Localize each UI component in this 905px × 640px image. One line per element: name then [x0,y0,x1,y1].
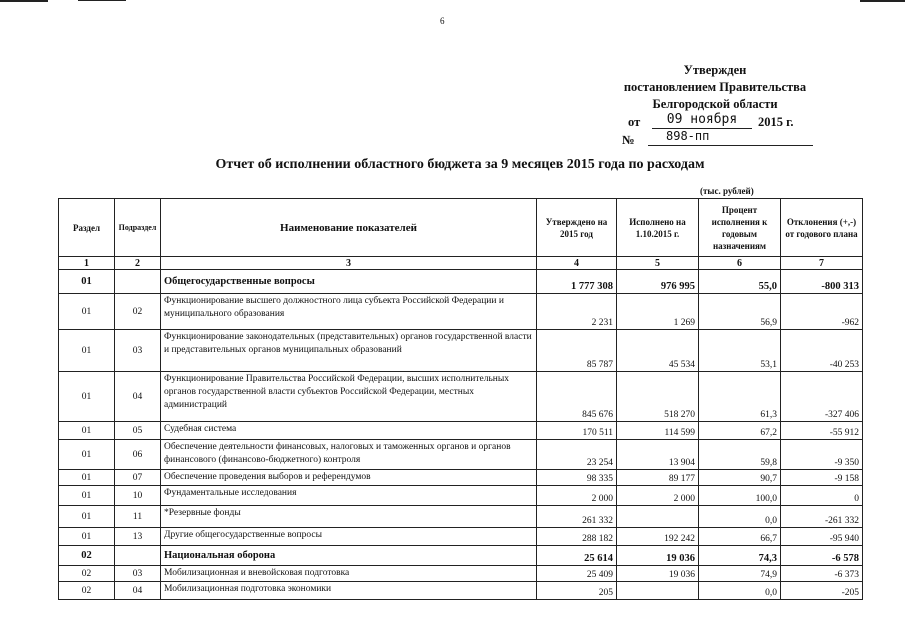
table-row [59,422,863,440]
cell-section: 01 [59,270,115,294]
cell-section: 01 [59,422,115,440]
column-number: 4 [537,257,617,270]
column-number: 5 [617,257,699,270]
cell-approved: 85 787 [537,330,617,372]
cell-subsection: 04 [115,372,161,422]
cell-subsection: 04 [115,582,161,600]
cell-name: Обеспечение проведения выборов и референдумов [161,470,537,486]
cell-deviation: -962 [781,294,863,330]
column-number-row [59,257,863,270]
cell-name: Функционирование законодательных (представительных) органов государственной власти и представительных органов муниципальных образований [161,330,537,372]
cell-executed: 2 000 [617,486,699,506]
cell-approved: 1 777 308 [537,270,617,294]
table-row [59,372,863,422]
cell-subsection: 05 [115,422,161,440]
column-number: 3 [161,257,537,270]
cell-executed: 976 995 [617,270,699,294]
cell-subsection: 13 [115,528,161,546]
cell-subsection: 02 [115,294,161,330]
cell-percent: 74,3 [699,546,781,566]
table-row [59,486,863,506]
cell-deviation: 0 [781,486,863,506]
cell-deviation: -327 406 [781,372,863,422]
cell-name: Национальная оборона [161,546,537,566]
cell-subsection: 06 [115,440,161,470]
cell-section: 02 [59,546,115,566]
cell-section: 01 [59,486,115,506]
cell-deviation: -6 578 [781,546,863,566]
cell-percent: 0,0 [699,582,781,600]
cell-executed: 45 534 [617,330,699,372]
cell-name: Фундаментальные исследования [161,486,537,506]
cell-subsection: 03 [115,330,161,372]
cell-executed: 19 036 [617,566,699,582]
table-body [59,270,863,600]
cell-deviation: -9 158 [781,470,863,486]
table-row [59,270,863,294]
cell-name: Другие общегосударственные вопросы [161,528,537,546]
approval-line-2: постановлением Правительства [623,80,807,94]
cell-name: Функционирование Правительства Российской Федерации, высших исполнительных органов государственной власти субъектов Российской Федерации, местных администраций [161,372,537,422]
cell-approved: 170 511 [537,422,617,440]
header-deviation: Отклонения (+,-) от годового плана [781,199,863,257]
cell-subsection [115,270,161,294]
cell-deviation: -205 [781,582,863,600]
cell-deviation: -261 332 [781,506,863,528]
cell-approved: 2 000 [537,486,617,506]
cell-executed: 1 269 [617,294,699,330]
table-row [59,330,863,372]
cell-section: 01 [59,470,115,486]
cell-section: 01 [59,528,115,546]
cell-approved: 261 332 [537,506,617,528]
table-row [59,470,863,486]
header-approved: Утверждено на 2015 год [537,199,617,257]
header-percent: Процент исполнения к годовым назначениям [699,199,781,257]
table-row [59,294,863,330]
cell-executed: 114 599 [617,422,699,440]
cell-deviation: -40 253 [781,330,863,372]
cell-percent: 66,7 [699,528,781,546]
cell-approved: 25 409 [537,566,617,582]
cell-section: 01 [59,440,115,470]
cell-percent: 61,3 [699,372,781,422]
budget-table [58,198,863,600]
cell-name: Судебная система [161,422,537,440]
cell-deviation: -6 373 [781,566,863,582]
cell-name: *Резервные фонды [161,506,537,528]
cell-approved: 25 614 [537,546,617,566]
column-number: 1 [59,257,115,270]
cell-percent: 0,0 [699,506,781,528]
cell-subsection: 03 [115,566,161,582]
approval-line-3: Белгородской области [652,97,778,111]
cell-name: Мобилизационная подготовка экономики [161,582,537,600]
cell-section: 01 [59,330,115,372]
cell-deviation: -95 940 [781,528,863,546]
page-number: 6 [440,16,445,26]
cell-percent: 53,1 [699,330,781,372]
column-number: 6 [699,257,781,270]
cell-name: Мобилизационная и вневойсковая подготовка [161,566,537,582]
cell-executed [617,582,699,600]
cell-deviation: -9 350 [781,440,863,470]
cell-percent: 67,2 [699,422,781,440]
column-number: 7 [781,257,863,270]
cell-subsection: 10 [115,486,161,506]
table-row [59,528,863,546]
date-suffix: 2015 г. [758,115,794,129]
cell-approved: 2 231 [537,294,617,330]
number-handwritten: 898-пп [648,128,813,146]
cell-percent: 56,9 [699,294,781,330]
header-name: Наименование показателей [161,199,537,257]
report-title: Отчет об исполнении областного бюджета за 9 месяцев 2015 года по расходам [215,157,705,172]
cell-subsection: 07 [115,470,161,486]
cell-name: Общегосударственные вопросы [161,270,537,294]
cell-subsection: 11 [115,506,161,528]
scan-edge-line-right [860,0,905,2]
header-section: Раздел [59,199,115,257]
cell-executed: 89 177 [617,470,699,486]
cell-name: Обеспечение деятельности финансовых, налоговых и таможенных органов и органов финансового (финансово-бюджетного) контроля [161,440,537,470]
cell-subsection [115,546,161,566]
cell-approved: 23 254 [537,440,617,470]
cell-section: 01 [59,506,115,528]
cell-approved: 845 676 [537,372,617,422]
cell-section: 01 [59,372,115,422]
cell-approved: 205 [537,582,617,600]
cell-name: Функционирование высшего должностного лица субъекта Российской Федерации и муниципального образования [161,294,537,330]
scan-edge-line-mid [78,0,126,1]
cell-deviation: -800 313 [781,270,863,294]
cell-executed: 13 904 [617,440,699,470]
table-row [59,582,863,600]
approval-line-1: Утвержден [683,63,747,77]
approval-number-row [600,129,830,150]
cell-percent: 90,7 [699,470,781,486]
cell-percent: 55,0 [699,270,781,294]
cell-section: 01 [59,294,115,330]
table-row [59,566,863,582]
cell-deviation: -55 912 [781,422,863,440]
table-row [59,440,863,470]
cell-percent: 74,9 [699,566,781,582]
number-prefix: № [622,133,635,147]
cell-section: 02 [59,582,115,600]
cell-executed: 518 270 [617,372,699,422]
cell-approved: 98 335 [537,470,617,486]
date-handwritten: 09 ноября [652,111,752,129]
cell-percent: 59,8 [699,440,781,470]
column-number: 2 [115,257,161,270]
scan-edge-line-left [0,0,48,2]
table-row [59,546,863,566]
date-prefix: от [628,115,641,129]
header-row [59,199,863,257]
header-executed: Исполнено на 1.10.2015 г. [617,199,699,257]
units-label: (тыс. рублей) [700,186,754,196]
cell-section: 02 [59,566,115,582]
cell-executed: 19 036 [617,546,699,566]
approval-block [600,62,830,150]
header-subsection: Подраздел [115,199,161,257]
cell-approved: 288 182 [537,528,617,546]
table-row [59,506,863,528]
cell-percent: 100,0 [699,486,781,506]
cell-executed [617,506,699,528]
cell-executed: 192 242 [617,528,699,546]
